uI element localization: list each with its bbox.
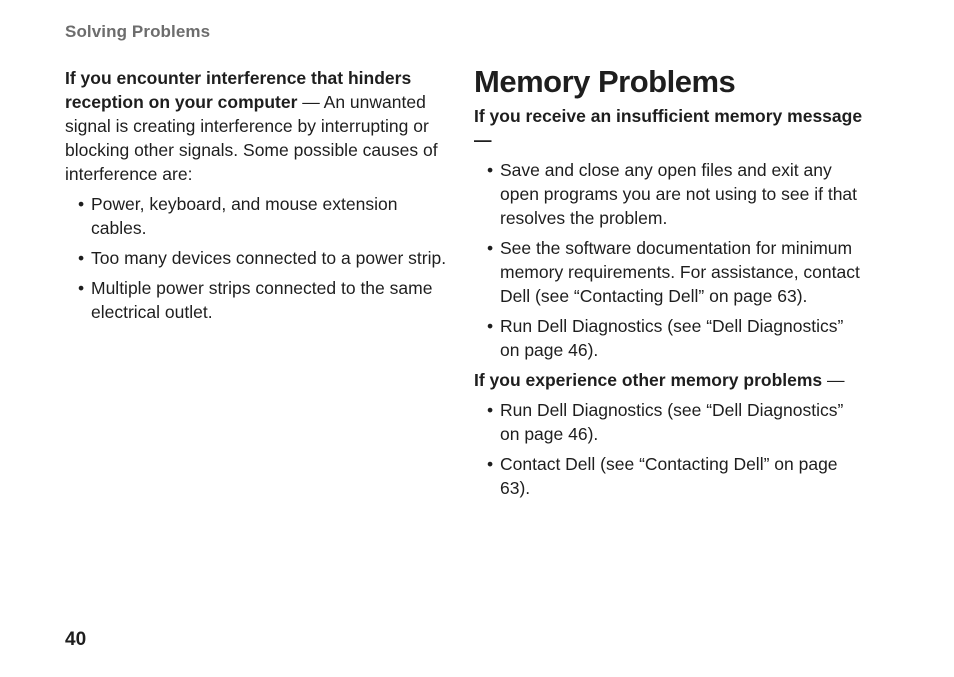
list-item: • Multiple power strips connected to the same electrical outlet. (65, 276, 450, 324)
section-title: Memory Problems (474, 64, 736, 99)
right-column (474, 64, 864, 506)
list-item: • See the software documentation for minimum memory requirements. For assistance, contact Dell (see “Contacting Dell” on page 63). (474, 236, 864, 308)
other-memory-list (474, 398, 864, 500)
list-item: • Save and close any open files and exit any open programs you are not using to see if that resolves the problem. (474, 158, 864, 230)
left-column (65, 66, 450, 330)
insufficient-memory-list (474, 158, 864, 362)
list-item: • Too many devices connected to a power strip. (65, 246, 450, 270)
interference-heading: If you encounter interference that hinders reception on your computer (65, 68, 412, 112)
list-item: • Run Dell Diagnostics (see “Dell Diagnostics” on page 46). (474, 314, 864, 362)
interference-intro (65, 66, 450, 186)
page-number: 40 (65, 629, 87, 650)
list-item: • Contact Dell (see “Contacting Dell” on page 63). (474, 452, 864, 500)
insufficient-memory-heading: If you receive an insufficient memory message — (474, 106, 863, 150)
other-memory-heading-bold: If you experience other memory problems (474, 370, 823, 390)
interference-description: — An unwanted signal is creating interference by interrupting or blocking other signals. Some possible causes of interference are: (65, 92, 438, 184)
list-item: • Run Dell Diagnostics (see “Dell Diagnostics” on page 46). (474, 398, 864, 446)
running-head: Solving Problems (65, 22, 211, 41)
other-memory-heading-dash: — (822, 370, 845, 390)
other-memory-heading (474, 368, 864, 392)
list-item: • Power, keyboard, and mouse extension cables. (65, 192, 450, 240)
interference-causes-list (65, 192, 450, 324)
